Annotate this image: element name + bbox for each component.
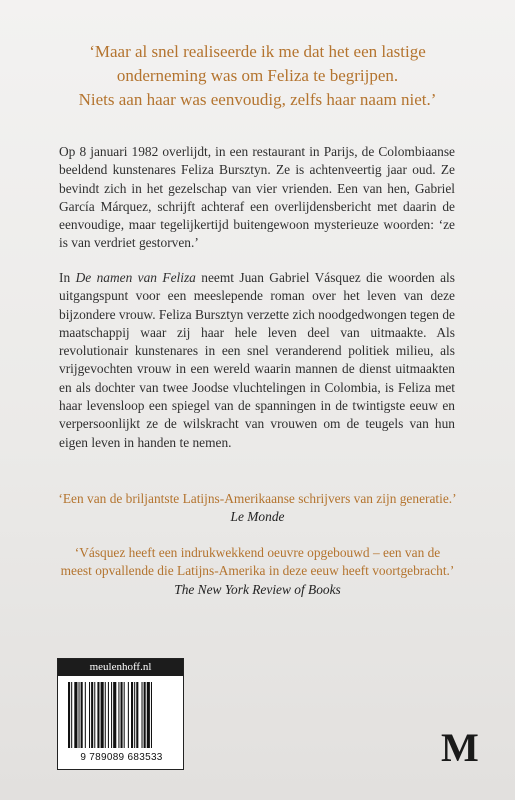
publisher-logo: M [441,725,479,770]
review-quote: ‘Een van de briljantste Latijns-Amerikaanse schrijvers van zijn generatie.’ [58,491,457,506]
barcode-bar [68,682,70,748]
barcode-bar [108,682,109,748]
publisher-url: meulenhoff.nl [58,659,183,676]
para2-prefix: In [59,270,76,285]
synopsis-paragraph-1: Op 8 januari 1982 overlijdt, in een restaurant in Parijs, de Colombiaanse beeldend kunstenares Feliza Bursztyn. Ze is achtenveertig jaar oud. Ze bevindt zich in het gezelschap van vier vrienden. Een van hen, Gabriel García Márquez, schrijft achteraf een overlijdensbericht met daarin de eenvoudige, maar tegelijkertijd buitengewoon mysterieuze woorden: ‘ze is van verdriet gestorven.’ [59,144,455,251]
barcode-bar [89,682,90,748]
barcode-bar [128,682,129,748]
barcode-bar [71,682,72,748]
book-title: De namen van Feliza [75,270,196,285]
review-quote-line: ‘Vásquez heeft een indrukwekkend oeuvre opgebouwd – een van de [74,545,441,560]
barcode-bar [118,682,119,748]
review-nyrb [40,544,475,599]
lead-quote-line: ‘Maar al snel realiseerde ik me dat het een lastige [89,42,426,61]
barcode-bar [97,682,99,748]
barcode-bar [144,682,146,748]
barcode-bar [151,682,152,748]
barcode-bar [74,682,77,748]
review-quote-line: meest opvallende die Latijns-Amerika in deze eeuw heeft voortgebracht.’ [60,563,455,579]
barcode-icon [68,682,175,748]
barcode-bar [111,682,112,748]
lead-quote [40,40,475,112]
barcode-bar [124,682,125,748]
review-le-monde [40,490,475,527]
barcode-bar [81,682,83,748]
barcode-bar [94,682,95,748]
barcode-bar [147,682,150,748]
synopsis-paragraph-2 [59,269,455,452]
barcode-bar [131,682,133,748]
barcode-bar [105,682,106,748]
barcode-bar [136,682,138,748]
para2-text: neemt Juan Gabriel Vásquez die woorden als uitgangspunt voor een meeslepende roman over het leven van deze bijzondere vrouw. Feliza Bursztyn verzette zich noodgedwongen tegen de maatschappij waar zij haar hele leven deel van uitmaakte. Als revolutionair kunstenares in een snel veranderend politiek milieu, als vrijgevochten vrouw in een wereld waarin mannen de dienst uitmaakten en als dochter van twee Joodse vluchtelingen in Colombia, is Feliza met haar levensloop een spiegel van de spanningen in de twintigste eeuw en verpersoonlijkt ze de wilskracht van vrouwen om de teugels van hun eigen leven in handen te nemen. [59,270,455,450]
lead-quote-line: onderneming was om Feliza te begrijpen. [116,66,399,85]
barcode-bar [79,682,80,748]
barcode-bar [121,682,123,748]
barcode-bar [101,682,104,748]
barcode-bar [134,682,135,748]
barcode-bar [113,682,116,748]
review-source: The New York Review of Books [174,581,341,597]
isbn-number: 9 789089 683533 [80,752,163,763]
barcode-bar [91,682,93,748]
barcode-box [57,658,184,770]
barcode-bar [85,682,86,748]
lead-quote-line: Niets aan haar was eenvoudig, zelfs haar naam niet.’ [78,90,437,109]
barcode-bar [142,682,143,748]
review-source: Le Monde [230,509,285,525]
